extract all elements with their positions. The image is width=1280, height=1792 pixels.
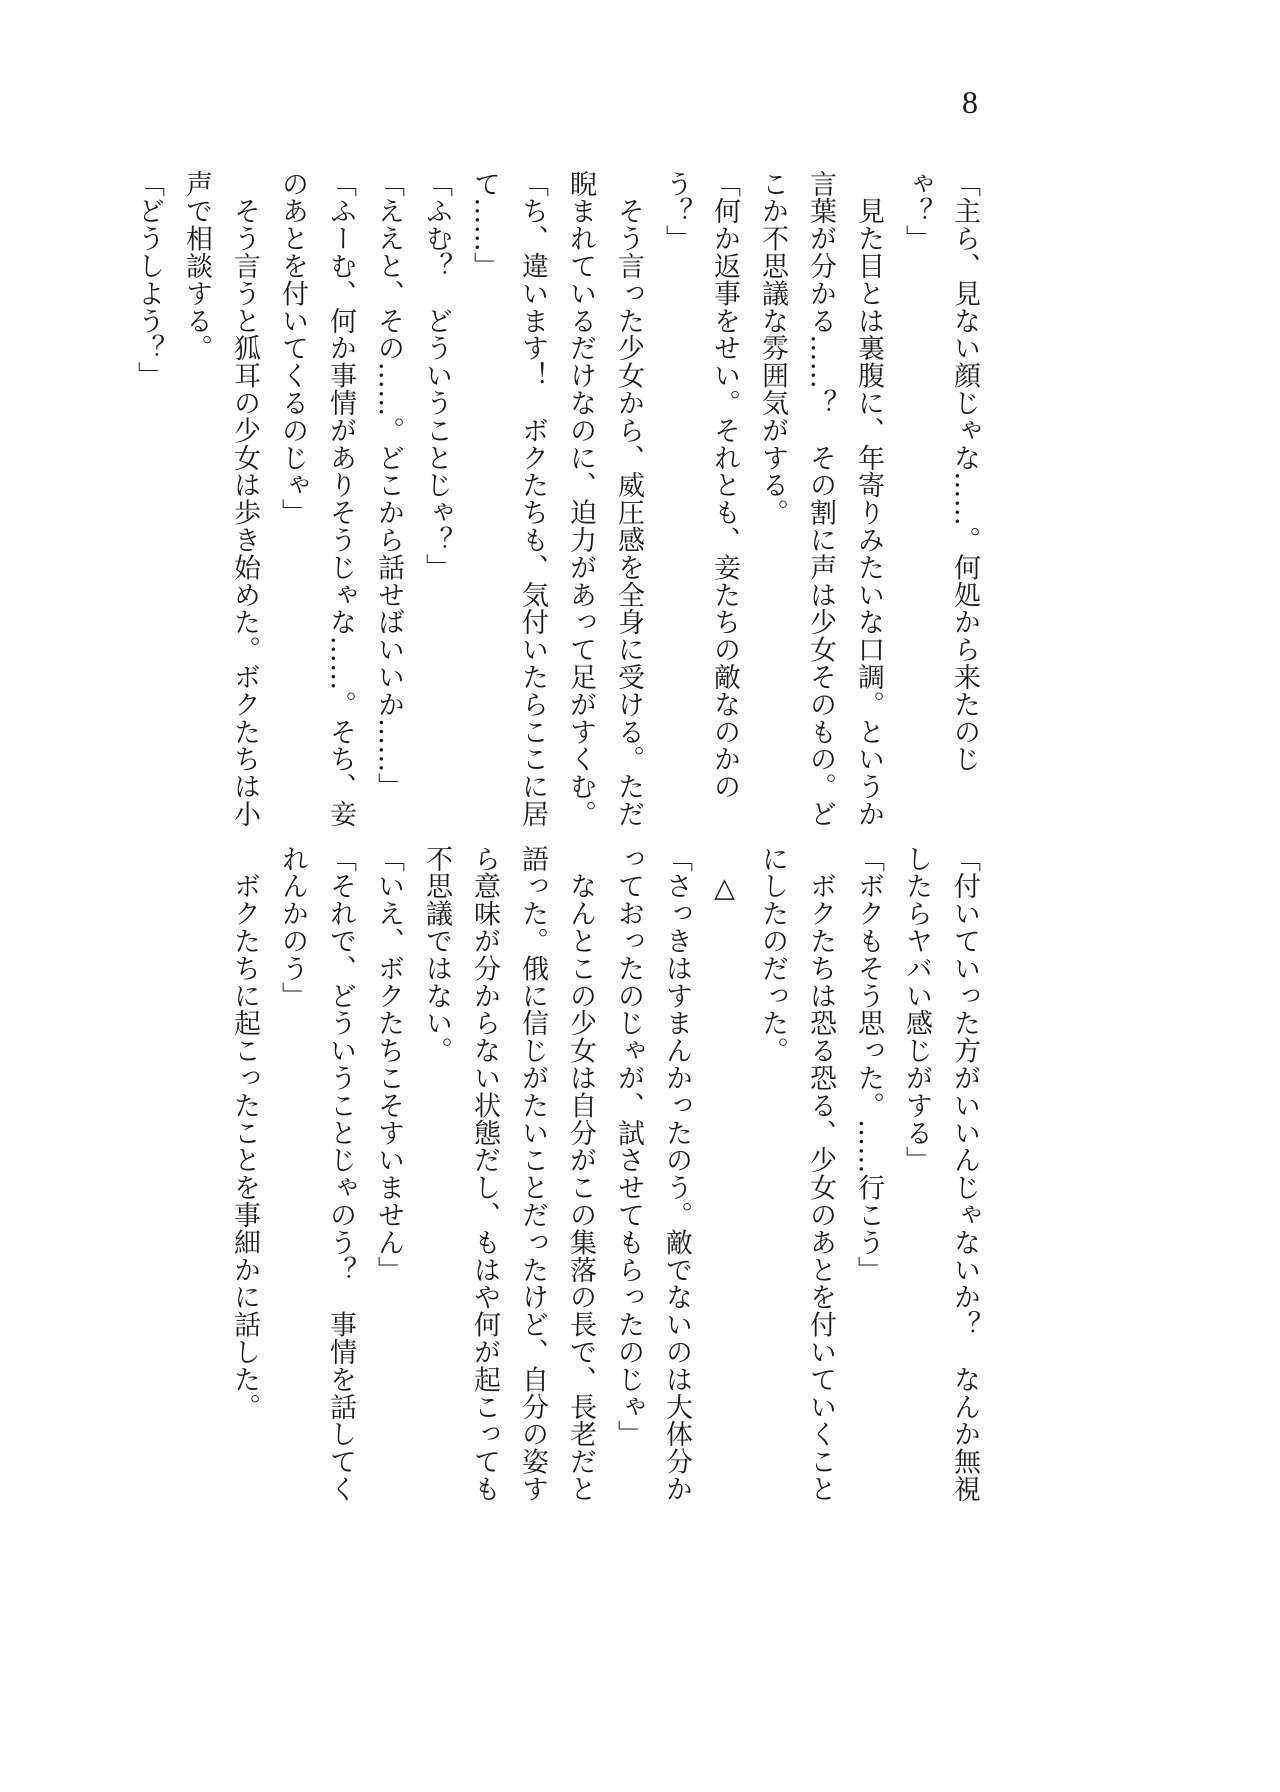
text-line: 「ふーむ、何か事情がありそうじゃな……。そち、妾 (325, 170, 356, 828)
text-line: ら意味が分からない状態だし、もはや何が起こっても (469, 845, 500, 1503)
text-line: こか不思議な雰囲気がする。 (757, 170, 788, 527)
text-line: のあとを付いてくるのじゃ」 (277, 170, 308, 527)
text-line: 「ボクもそう思った。……行こう」 (853, 845, 884, 1284)
text-line: 「ええと、その……。どこから話せばいいか……」 (373, 170, 404, 801)
text-line: 語った。俄に信じがたいことだったけど、自分の姿す (517, 845, 548, 1503)
text-line: したらヤバい感じがする」 (901, 845, 932, 1174)
page-number: 8 (962, 84, 978, 120)
text-line: 「さっきはすまんかったのう。敵でないのは大体分か (661, 845, 692, 1503)
text-line: れんかのう」 (277, 845, 308, 1010)
text-line: 「付いていった方がいいんじゃないか？ なんか無視 (949, 845, 980, 1503)
text-line: 声で相談する。 (181, 170, 212, 362)
text-line: っておったのじゃが、試させてもらったのじゃ」 (613, 845, 644, 1448)
text-line: そう言うと狐耳の少女は歩き始めた。ボクたちは小 (229, 170, 260, 828)
text-line: にしたのだった。 (757, 845, 788, 1065)
section-break-mark: △ (709, 845, 740, 904)
text-line: 不思議ではない。 (421, 845, 452, 1065)
text-line: ボクたちは恐る恐る、少女のあとを付いていくこと (805, 845, 836, 1503)
text-line: 「どうしよう？」 (133, 170, 164, 390)
text-line: 「ち、違います！ ボクたちも、気付いたらここに居 (517, 170, 548, 828)
text-line: なんとこの少女は自分がこの集落の長で、長老だと (565, 845, 596, 1503)
text-line: ボクたちに起こったことを事細かに話した。 (229, 845, 260, 1421)
text-block-bottom (220, 845, 988, 1503)
text-line: 「ふむ？ どういうことじゃ？」 (421, 170, 452, 581)
text-line: ゃ？」 (901, 170, 932, 253)
text-line: て……」 (469, 170, 500, 280)
text-line: 睨まれているだけなのに、迫力があって足がすくむ。 (565, 170, 596, 828)
text-block-top (124, 170, 988, 828)
text-line: 見た目とは裏腹に、年寄りみたいな口調。というか (853, 170, 884, 828)
text-line: そう言った少女から、威圧感を全身に受ける。ただ (613, 170, 644, 828)
text-line: 言葉が分かる……？ その割に声は少女そのもの。ど (805, 170, 836, 828)
text-line: 「主ら、見ない顔じゃな……。何処から来たのじ (949, 170, 980, 773)
text-line: 「いえ、ボクたちこそすいません」 (373, 845, 404, 1284)
text-line: う？」 (661, 170, 692, 253)
text-line: 「それで、どういうことじゃのう？ 事情を話してく (325, 845, 356, 1503)
text-line: 「何か返事をせい。それとも、妾たちの敵なのかの (709, 170, 740, 801)
